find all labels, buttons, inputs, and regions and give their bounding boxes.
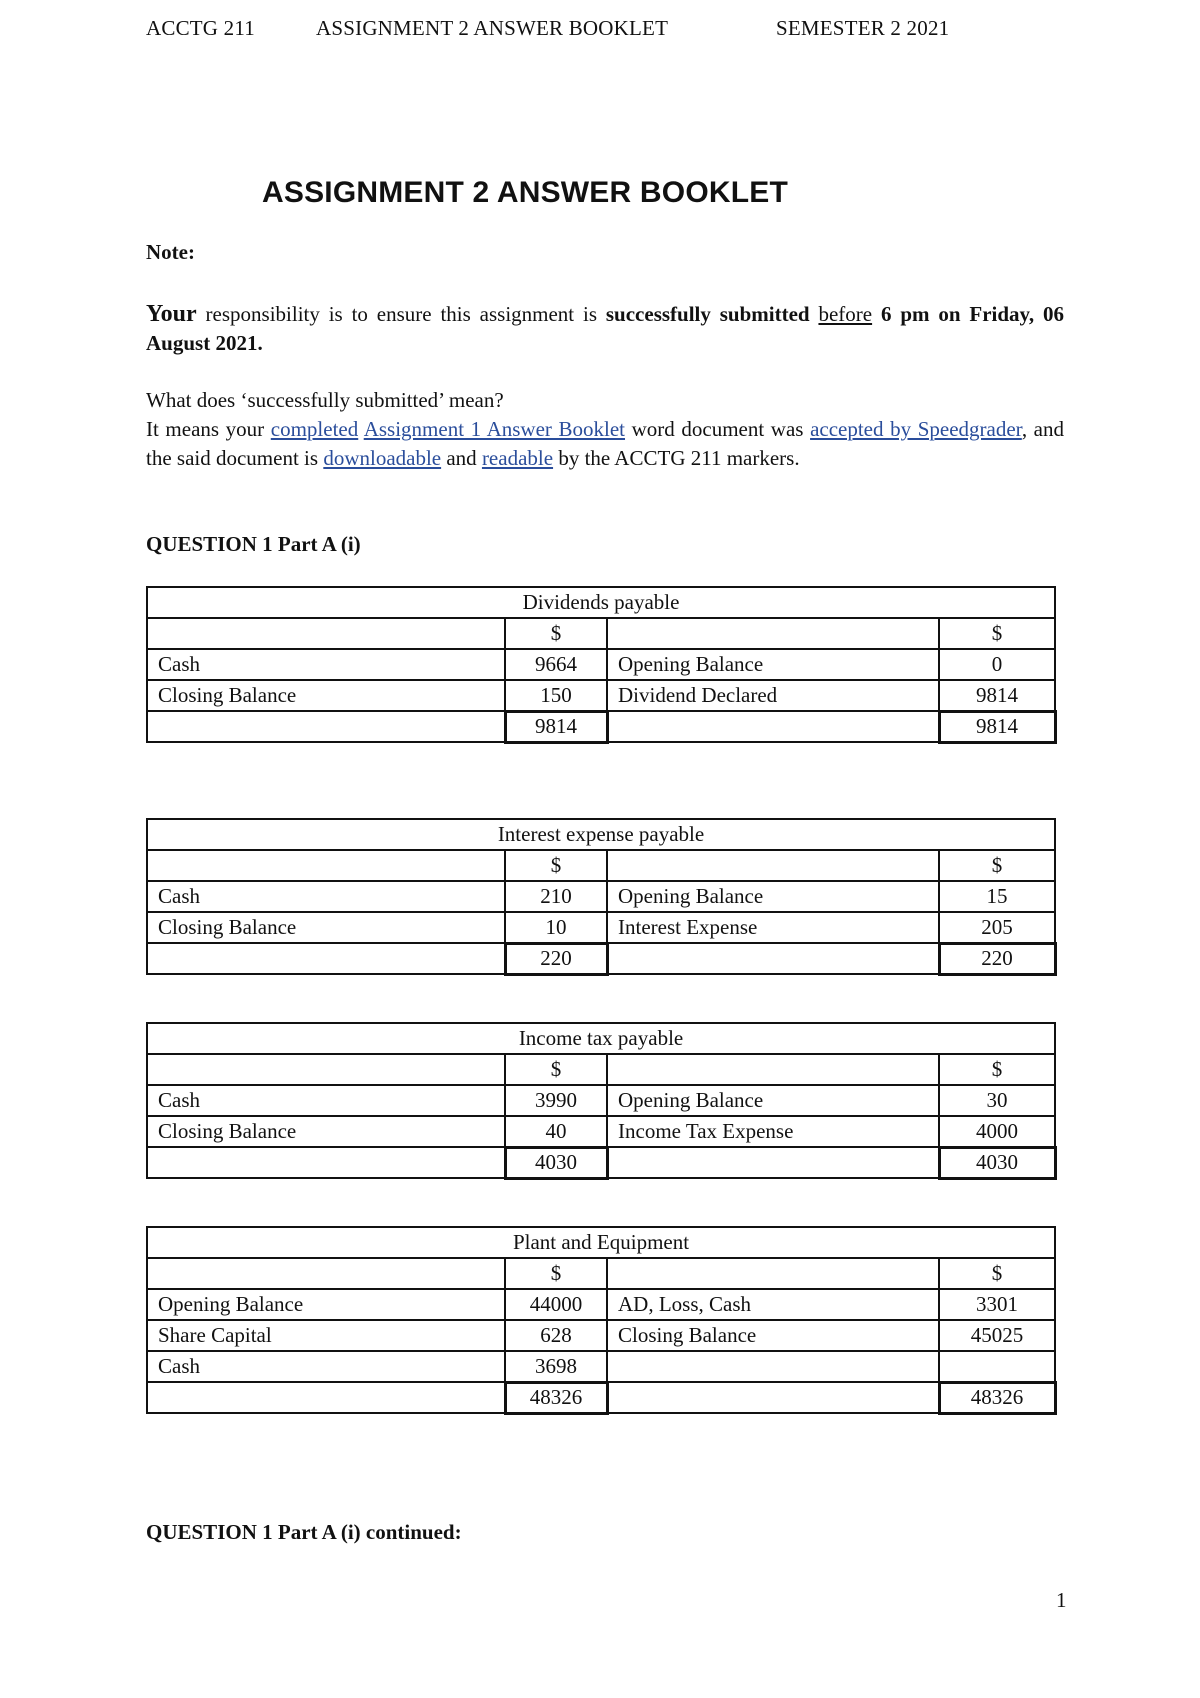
ledger-title: Dividends payable [147, 587, 1055, 618]
left-label: Closing Balance [147, 1116, 505, 1147]
left-value: 40 [505, 1116, 607, 1147]
left-label: Cash [147, 649, 505, 680]
header-course: ACCTG 211 [146, 16, 255, 40]
word-document-text: word document was [625, 417, 811, 441]
right-label [607, 1351, 939, 1382]
right-label: Closing Balance [607, 1320, 939, 1351]
total-right: 4030 [939, 1147, 1055, 1178]
ledger-title: Income tax payable [147, 1023, 1055, 1054]
assignment-booklet-link[interactable]: Assignment 1 Answer Booklet [363, 417, 626, 441]
left-label: Closing Balance [147, 680, 505, 711]
right-label: Opening Balance [607, 649, 939, 680]
downloadable-link[interactable]: downloadable [323, 446, 442, 470]
left-value: 9664 [505, 649, 607, 680]
accepted-by-speedgrader-link[interactable]: accepted by Speedgrader [810, 417, 1022, 441]
right-label: AD, Loss, Cash [607, 1289, 939, 1320]
currency-left: $ [505, 850, 607, 881]
total-left: 4030 [505, 1147, 607, 1178]
table-row [147, 1289, 1055, 1320]
header-booklet: ASSIGNMENT 2 ANSWER BOOKLET [316, 16, 669, 40]
total-row [147, 1147, 1055, 1178]
total-row [147, 943, 1055, 974]
table-row [147, 1320, 1055, 1351]
table-row [147, 1116, 1055, 1147]
left-label: Share Capital [147, 1320, 505, 1351]
meaning-question: What does ‘successfully submitted’ mean? [146, 388, 504, 412]
table-row [147, 1351, 1055, 1382]
total-right: 9814 [939, 711, 1055, 742]
left-value: 3990 [505, 1085, 607, 1116]
left-value: 150 [505, 680, 607, 711]
right-label: Interest Expense [607, 912, 939, 943]
left-value: 44000 [505, 1289, 607, 1320]
responsibility-text: responsibility is to ensure this assignment is [196, 302, 606, 326]
question-continued-heading: QUESTION 1 Part A (i) continued: [146, 1520, 462, 1544]
left-value: 10 [505, 912, 607, 943]
total-row [147, 1382, 1055, 1413]
and-text: and [441, 446, 482, 470]
said-document-text: , and the said document is [146, 417, 1065, 470]
left-label: Cash [147, 1085, 505, 1116]
total-row [147, 711, 1055, 742]
total-left: 9814 [505, 711, 607, 742]
currency-right: $ [939, 618, 1055, 649]
left-value: 210 [505, 881, 607, 912]
right-value: 0 [939, 649, 1055, 680]
total-left: 220 [505, 943, 607, 974]
responsibility-paragraph [146, 300, 1064, 358]
left-value: 3698 [505, 1351, 607, 1382]
header-semester: SEMESTER 2 2021 [776, 16, 950, 40]
right-value: 15 [939, 881, 1055, 912]
right-value: 30 [939, 1085, 1055, 1116]
table-row [147, 881, 1055, 912]
total-right: 48326 [939, 1382, 1055, 1413]
right-value: 9814 [939, 680, 1055, 711]
currency-left: $ [505, 618, 607, 649]
completed-link[interactable]: completed [270, 417, 359, 441]
right-value: 45025 [939, 1320, 1055, 1351]
currency-right: $ [939, 1258, 1055, 1289]
table-row [147, 680, 1055, 711]
before-text: before [818, 302, 873, 326]
right-label: Opening Balance [607, 881, 939, 912]
deadline-text: 6 pm on Friday, 06 August 2021. [146, 302, 1064, 355]
left-label: Cash [147, 1351, 505, 1382]
left-label: Closing Balance [147, 912, 505, 943]
total-left: 48326 [505, 1382, 607, 1413]
meaning-paragraph [146, 386, 1064, 473]
right-label: Opening Balance [607, 1085, 939, 1116]
page-number: 1 [1056, 1588, 1067, 1612]
currency-left: $ [505, 1054, 607, 1085]
right-value [939, 1351, 1055, 1382]
currency-right: $ [939, 1054, 1055, 1085]
table-row [147, 912, 1055, 943]
right-label: Income Tax Expense [607, 1116, 939, 1147]
readable-link[interactable]: readable [481, 446, 554, 470]
question-heading: QUESTION 1 Part A (i) [146, 532, 361, 556]
it-means-text: It means your [146, 417, 271, 441]
ledger-income-tax-payable [146, 1022, 1057, 1180]
right-value: 4000 [939, 1116, 1055, 1147]
note-label: Note: [146, 240, 195, 264]
table-row [147, 1085, 1055, 1116]
page-header [146, 16, 949, 41]
table-row [147, 649, 1055, 680]
ledger-dividends-payable [146, 586, 1057, 744]
ledger-plant-and-equipment [146, 1226, 1057, 1415]
ledger-interest-expense-payable [146, 818, 1057, 976]
ledger-title: Interest expense payable [147, 819, 1055, 850]
total-right: 220 [939, 943, 1055, 974]
currency-right: $ [939, 850, 1055, 881]
ledger-title: Plant and Equipment [147, 1227, 1055, 1258]
your-word: Your [146, 301, 197, 327]
left-value: 628 [505, 1320, 607, 1351]
currency-left: $ [505, 1258, 607, 1289]
successfully-submitted-text: successfully submitted [605, 302, 810, 326]
by-markers-text: by the ACCTG 211 markers. [553, 446, 800, 470]
page-title: ASSIGNMENT 2 ANSWER BOOKLET [262, 176, 788, 209]
right-value: 205 [939, 912, 1055, 943]
right-label: Dividend Declared [607, 680, 939, 711]
left-label: Opening Balance [147, 1289, 505, 1320]
right-value: 3301 [939, 1289, 1055, 1320]
left-label: Cash [147, 881, 505, 912]
